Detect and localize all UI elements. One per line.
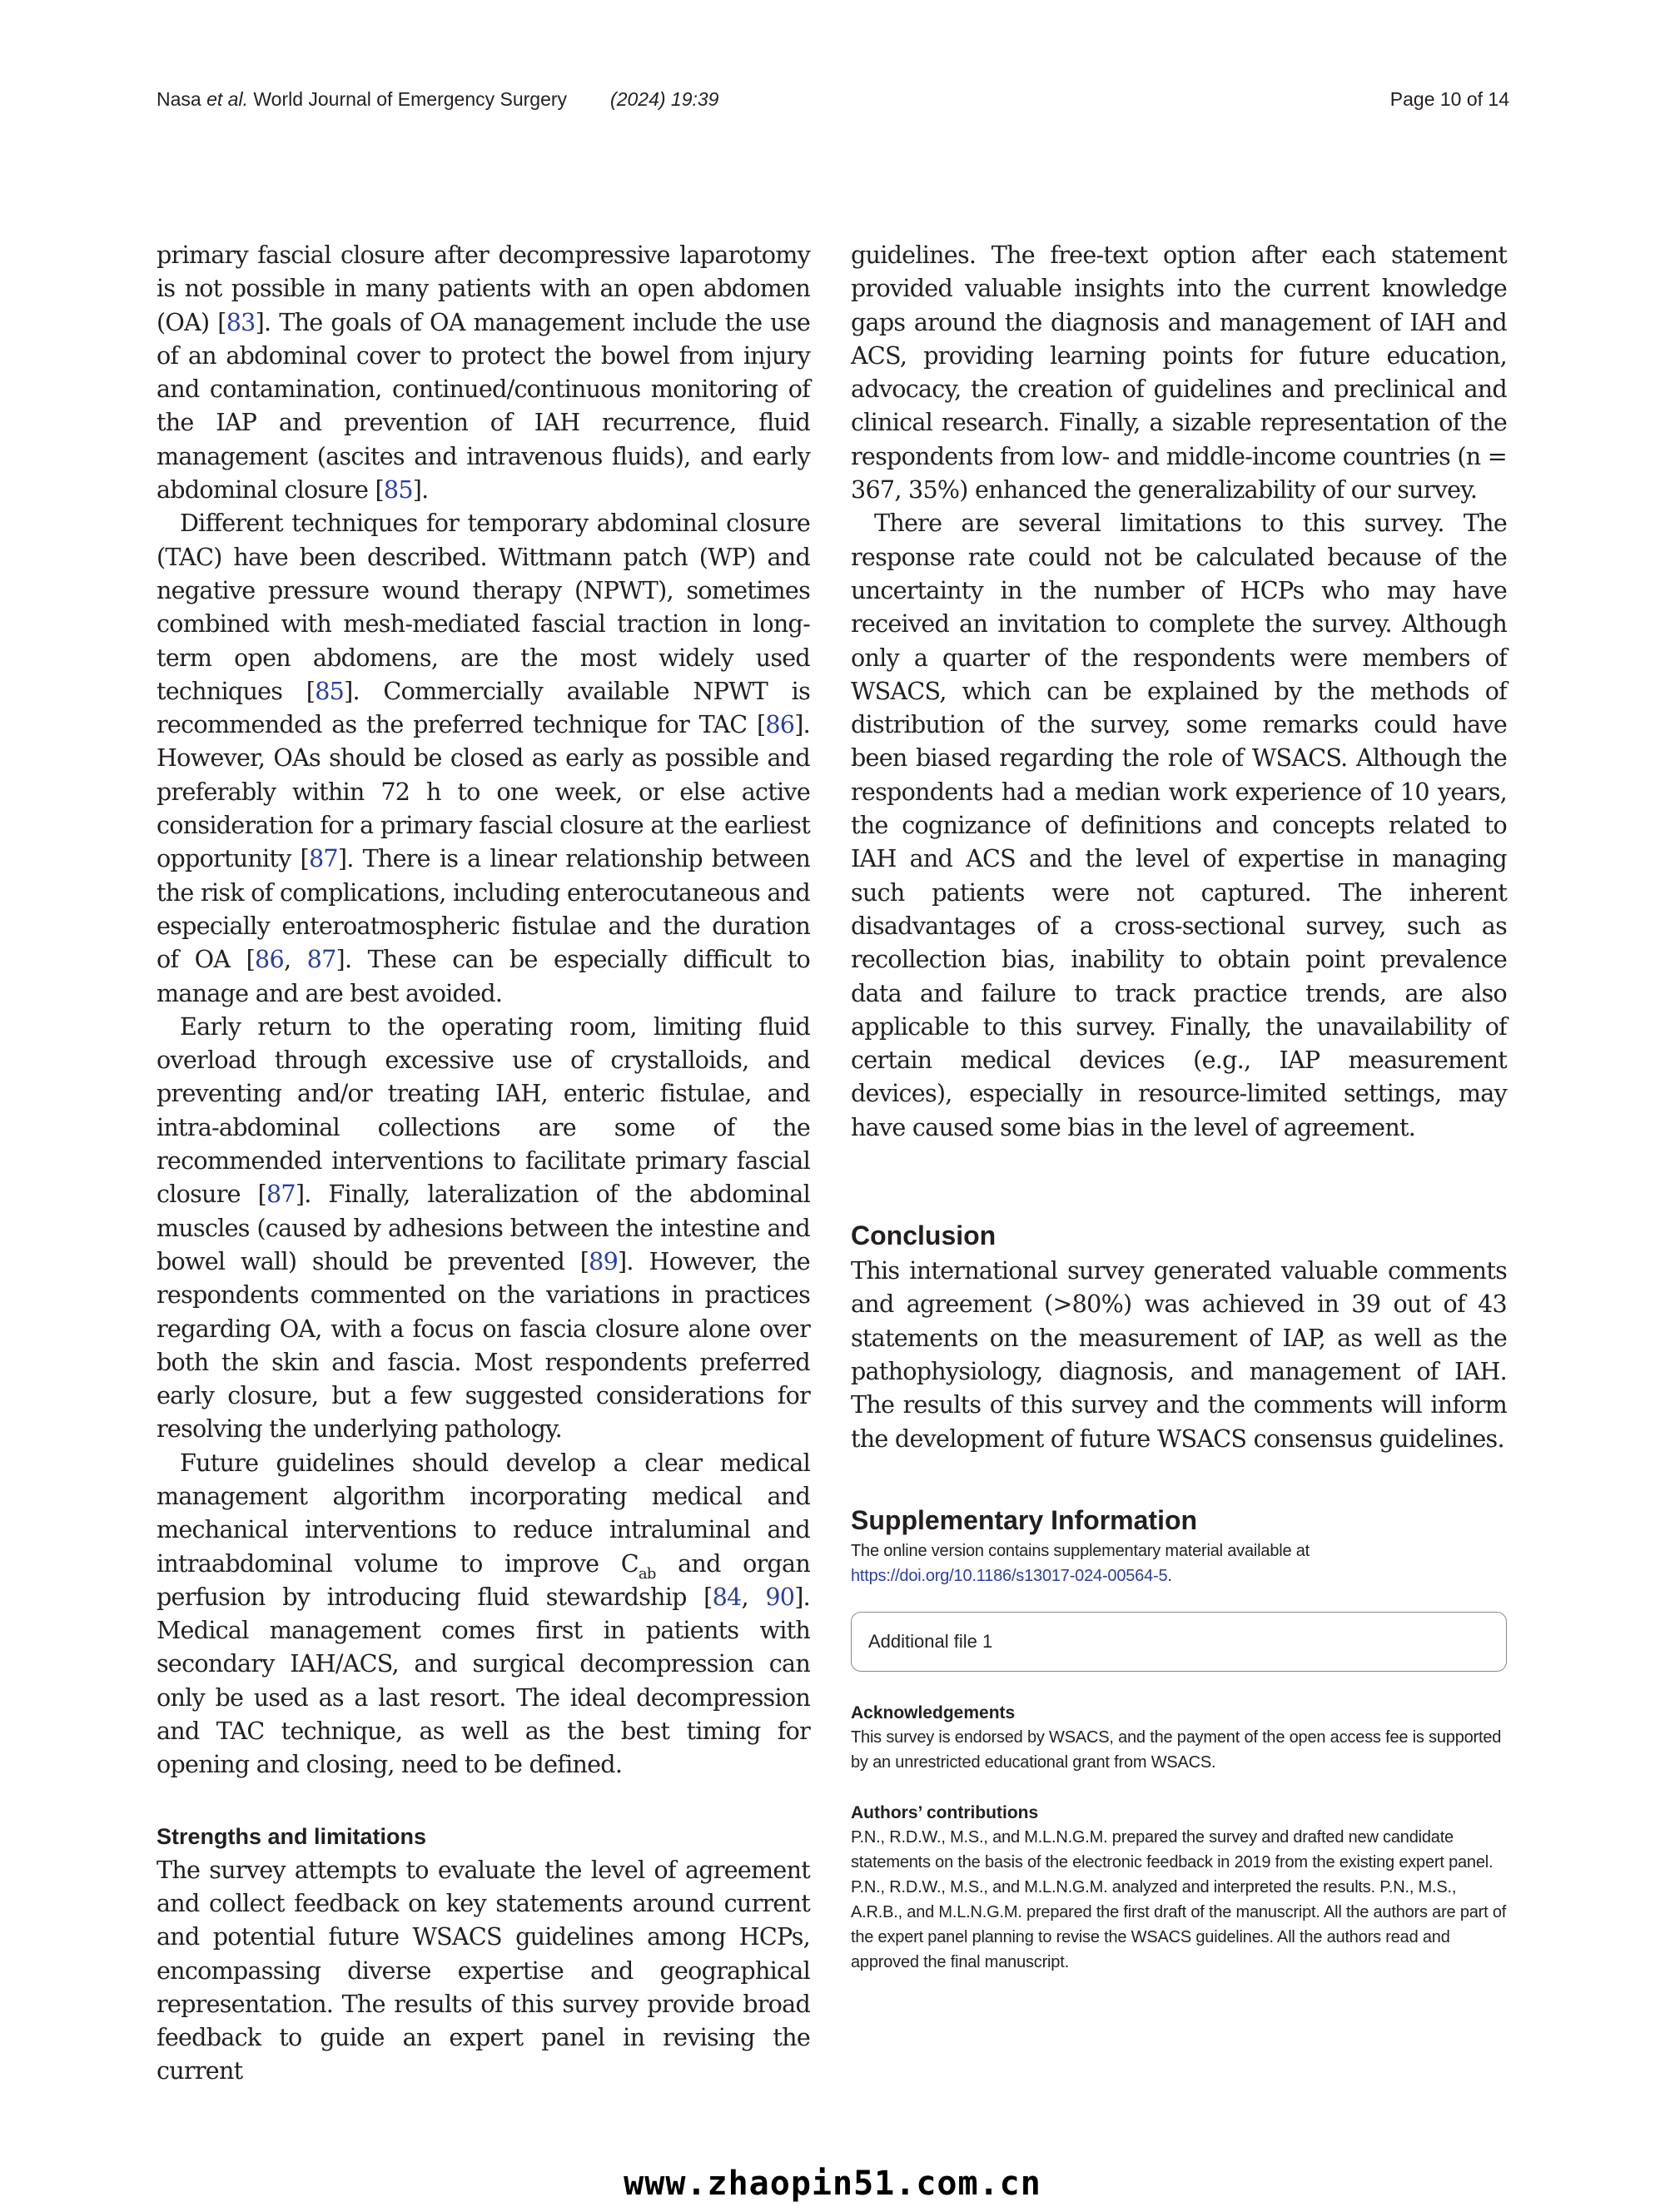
- text-run: ]. However, the respondents commented on the variations in practices regarding OA, with a focus on fascia closure alone over both the skin and fascia. Most respondents preferred early closure, but a few suggested considerations for resolving the underlying pathology.: [157, 1246, 810, 1444]
- text-run: The online version contains supplementary material available at: [851, 1541, 1310, 1560]
- citation-link[interactable]: 85: [383, 475, 413, 505]
- page-number: Page 10 of 14: [1389, 88, 1509, 110]
- supplementary-heading: Supplementary Information: [851, 1504, 1198, 1535]
- acknowledgements-heading: Acknowledgements: [851, 1702, 1016, 1722]
- left-column: [157, 238, 810, 2088]
- text-run: ]. Finally, lateralization of the abdominal muscles (caused by adhesions between the intestine and bowel wall) should be prevented [: [157, 1180, 810, 1275]
- left-paragraph-5: The survey attempts to evaluate the level of agreement and collect feedback on key statements around current and potential future WSACS guidelines among HCPs, encompassing diverse expertise and geographical representation. The results of this survey provide broad feedback to guide an expert panel in revising the current: [157, 1855, 810, 2085]
- text-run: primary fascial closure after decompressive laparotomy is not possible in many patients with an open abdomen (OA) [: [157, 241, 810, 336]
- citation-authors: Nasa: [157, 88, 207, 110]
- citation-link[interactable]: 84: [712, 1582, 742, 1611]
- text-run: ]. There is a linear relationship between the risk of complications, including enterocutaneous and especially enteroatmospheric fistulae and the duration of OA [: [157, 844, 811, 974]
- left-paragraph-3: [157, 1010, 810, 1446]
- contributions-text: P.N., R.D.W., M.S., and M.L.N.G.M. prepared the survey and drafted new candidate statements on the basis of the electronic feedback in 2019 from the existing expert panel. P.N., R.D.W., M.S., and M.L.N.G.M. analyzed and interpreted the results. P.N., M.S., A.R.B., and M.L.N.G.M. prepared the first draft of the manuscript. All the authors are part of the expert panel planning to revise the WSACS guidelines. All the authors read and approved the final manuscript.: [851, 1827, 1507, 1971]
- text-run: Different techniques for temporary abdominal closure (TAC) have been described. Wittmann patch (WP) and negative pressure wound therapy (NPWT), sometimes combined with mesh-mediated fascial traction in long-term open abdomens, are the most widely used techniques [: [157, 509, 810, 705]
- left-paragraph-4: [157, 1446, 810, 1782]
- contributions-heading: Authors’ contributions: [851, 1802, 1039, 1822]
- text-run: ]. However, OAs should be closed as early as possible and preferably within 72 h to one week, or else active consideration for a primary fascial closure at the earliest opportunity [: [157, 710, 810, 873]
- text-run: ]. Commercially available NPWT is recommended as the preferred technique for TAC [: [157, 676, 810, 739]
- acknowledgements-text: This survey is endorsed by WSACS, and the payment of the open access fee is supported by an unrestricted educational grant from WSACS.: [851, 1727, 1502, 1772]
- strengths-heading: Strengths and limitations: [157, 1823, 427, 1849]
- citation-link[interactable]: 85: [315, 676, 345, 705]
- citation-link[interactable]: 89: [589, 1246, 619, 1275]
- text-run: ].: [412, 475, 429, 505]
- conclusion-heading: Conclusion: [851, 1220, 997, 1251]
- left-paragraph-2: [157, 506, 810, 1009]
- citation-link[interactable]: 87: [308, 844, 338, 873]
- subscript: ab: [638, 1564, 656, 1583]
- running-header: [157, 88, 1509, 122]
- watermark: www.zhaopin51.com.cn: [624, 2165, 1041, 2203]
- text-run: Early return to the operating room, limiting fluid overload through excessive use of crystalloids, and preventing and/or treating IAH, enteric fistulae, and intra-abdominal collections are some of the recommended interventions to facilitate primary fascial closure [: [157, 1012, 810, 1209]
- citation-link[interactable]: 90: [765, 1582, 795, 1611]
- text-run: ]. The goals of OA management include the use of an abdominal cover to protect the bowel from injury and contamination, continued/continuous monitoring of the IAP and prevention of IAH recurrence, fluid management (ascites and intravenous fluids), and early abdominal closure [: [157, 307, 810, 505]
- doi-link[interactable]: https://doi.org/10.1186/s13017-024-00564-5: [851, 1566, 1168, 1585]
- conclusion-paragraph: This international survey generated valuable comments and agreement (>80%) was achieved in 39 out of 43 statements on the measurement of IAP, as well as the pathophysiology, diagnosis, and management of IAH. The results of this survey and the comments will inform the development of future WSACS consensus guidelines.: [851, 1256, 1507, 1453]
- text-run: and organ perfusion by introducing fluid stewardship [: [157, 1548, 810, 1611]
- text-run: .: [1167, 1566, 1172, 1585]
- text-run: ]. Medical management comes first in patients with secondary IAH/ACS, and surgical decompression can only be used as a last resort. The ideal decompression and TAC technique, as well as the best timing for opening and closing, need to be defined.: [157, 1582, 810, 1779]
- right-paragraph-2: There are several limitations to this survey. The response rate could not be calculated because of the uncertainty in the number of HCPs who may have received an invitation to complete the survey. Although only a quarter of the respondents were members of WSACS, which can be explained by the methods of distribution of the survey, some remarks could have been biased regarding the role of WSACS. Although the respondents had a median work experience of 10 years, the cognizance of definitions and concepts related to IAH and ACS and the level of expertise in managing such patients were not captured. The inherent disadvantages of a cross-sectional survey, such as recollection bias, inability to obtain point prevalence data and failure to track practice trends, are also applicable to this survey. Finally, the unavailability of certain medical devices (e.g., IAP measurement devices), especially in resource-limited settings, may have caused some bias in the level of agreement.: [851, 509, 1507, 1141]
- citation-year: (2024) 19:39: [610, 88, 719, 110]
- citation-etal: et al.: [206, 88, 248, 110]
- text-run: ,: [283, 945, 307, 974]
- citation-link[interactable]: 86: [255, 945, 284, 974]
- citation-link[interactable]: 87: [306, 945, 336, 974]
- citation-link[interactable]: 86: [765, 710, 795, 739]
- supplementary-text: [851, 1538, 1507, 1588]
- text-run: Future guidelines should develop a clear medical management algorithm incorporating medical and mechanical interventions to reduce intraluminal and intraabdominal volume to improve C: [157, 1448, 810, 1578]
- citation: [157, 88, 718, 111]
- text-run: ,: [741, 1582, 766, 1611]
- right-paragraph-1: guidelines. The free-text option after each statement provided valuable insights into the current knowledge gaps around the diagnosis and management of IAH and ACS, providing learning points for future education, advocacy, the creation of guidelines and preclinical and clinical research. Finally, a sizable representation of the respondents from low- and middle-income countries (n = 367, 35%) enhanced the generalizability of our survey.: [851, 241, 1507, 505]
- additional-file-box[interactable]: Additional file 1: [851, 1612, 1507, 1672]
- citation-link[interactable]: 87: [266, 1180, 296, 1209]
- right-column: [851, 238, 1507, 1975]
- text-run: ]. These can be especially difficult to manage and are best avoided.: [157, 945, 810, 1007]
- left-paragraph-1: [157, 238, 810, 506]
- citation-journal: World Journal of Emergency Surgery: [247, 88, 568, 110]
- citation-link[interactable]: 83: [226, 307, 256, 336]
